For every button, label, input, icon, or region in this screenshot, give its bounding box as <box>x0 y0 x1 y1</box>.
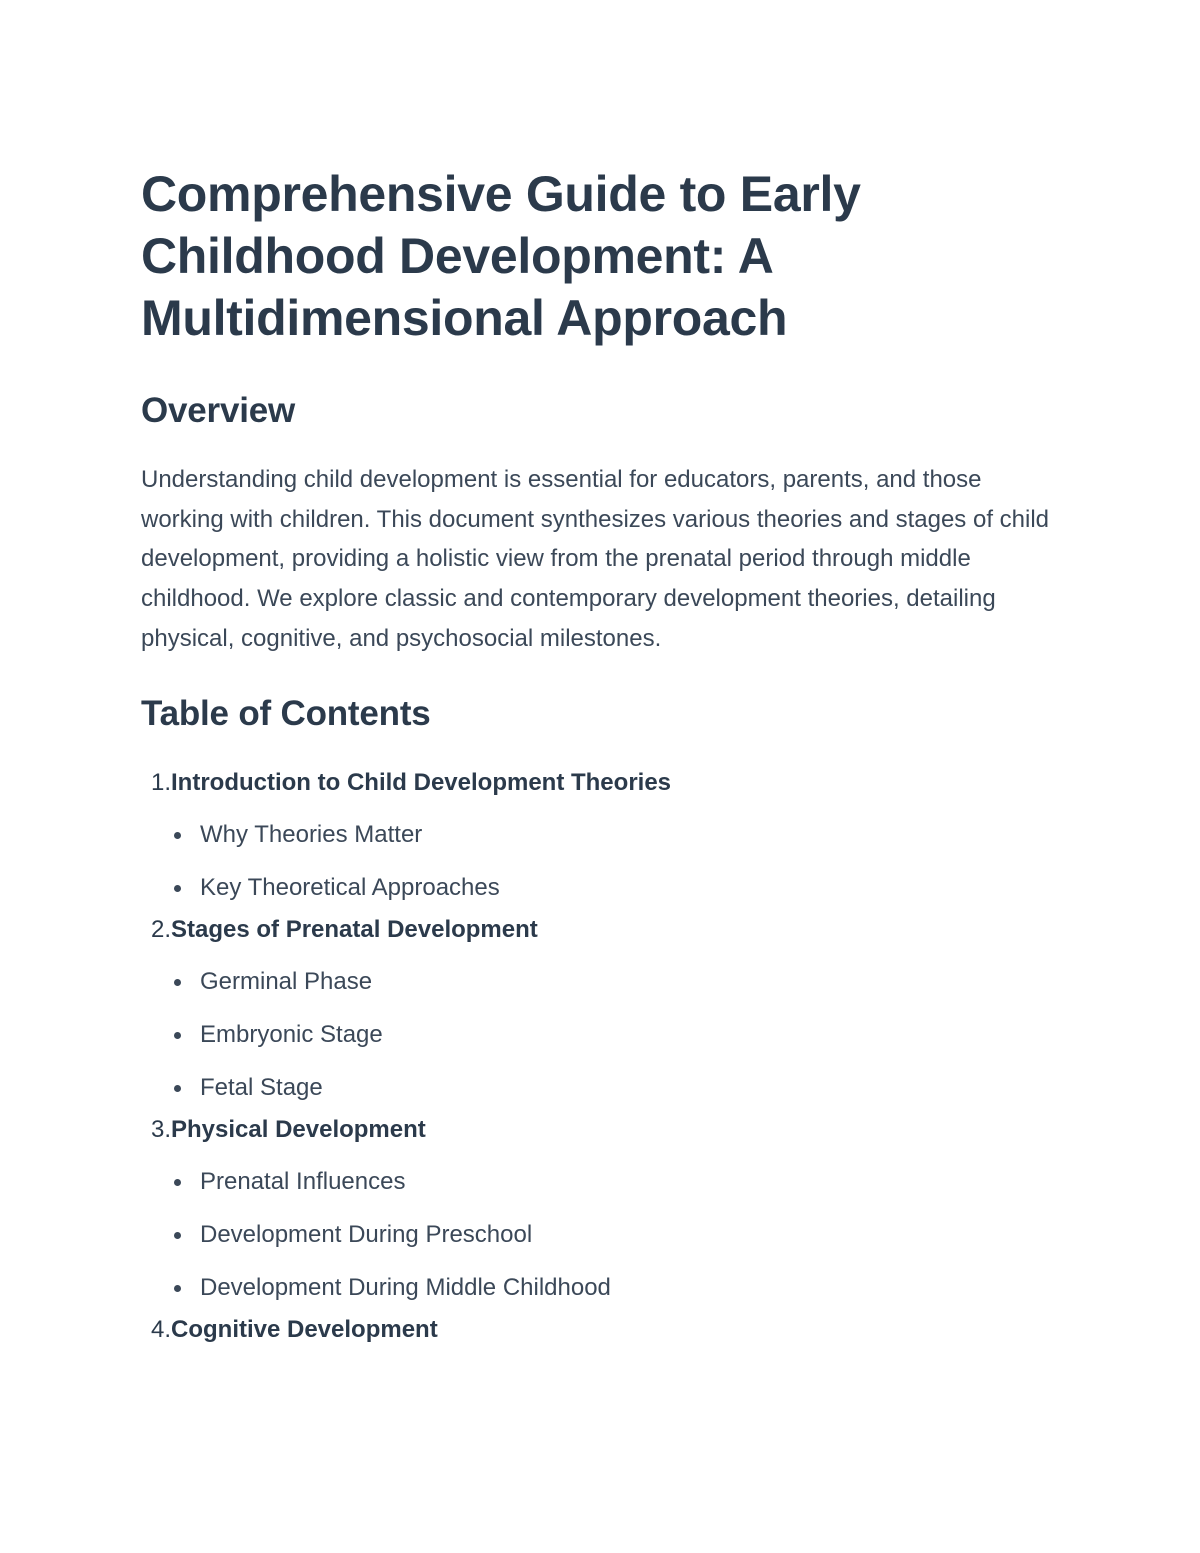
toc-subitem <box>141 1209 1061 1262</box>
toc-subitem-label: Prenatal Influences <box>200 1168 406 1196</box>
toc-item <box>141 768 1061 927</box>
document-title: Comprehensive Guide to Early Childhood Development: A Multidimensional Approach <box>141 166 861 346</box>
toc-subitem-label: Development During Preschool <box>200 1221 533 1249</box>
table-of-contents <box>141 768 1061 1368</box>
toc-sublist <box>141 956 1061 1115</box>
overview-heading: Overview <box>141 391 296 430</box>
toc-subitem-label: Fetal Stage <box>200 1074 323 1102</box>
toc-item-number: 1. <box>150 768 171 796</box>
bullet-icon <box>174 1179 181 1186</box>
toc-item <box>141 1115 1061 1327</box>
document-page <box>141 163 1061 1368</box>
toc-subitem <box>141 1262 1061 1315</box>
toc-item <box>141 915 1061 1127</box>
toc-subitem <box>141 1062 1061 1115</box>
toc-subitem-label: Germinal Phase <box>200 968 373 996</box>
toc-subitem-label: Why Theories Matter <box>200 821 423 849</box>
toc-heading: Table of Contents <box>141 693 431 733</box>
toc-item-title: Cognitive Development <box>171 1315 438 1343</box>
bullet-icon <box>174 1032 181 1039</box>
toc-subitem <box>141 956 1061 1009</box>
toc-subitem <box>141 1009 1061 1062</box>
toc-subitem <box>141 862 1061 915</box>
toc-item-number: 2. <box>150 915 171 943</box>
toc-item-title: Stages of Prenatal Development <box>171 915 538 943</box>
bullet-icon <box>174 1085 181 1092</box>
bullet-icon <box>174 832 181 839</box>
toc-item-number: 4. <box>150 1315 171 1343</box>
bullet-icon <box>174 1232 181 1239</box>
toc-item-number: 3. <box>150 1115 171 1143</box>
toc-subitem-label: Key Theoretical Approaches <box>200 874 500 902</box>
toc-sublist <box>141 809 1061 915</box>
toc-subitem <box>141 809 1061 862</box>
bullet-icon <box>174 885 181 892</box>
toc-item-title: Introduction to Child Development Theories <box>171 768 672 796</box>
overview-paragraph: Understanding child development is essential for educators, parents, and those working with children. This document synthesizes various theories and stages of child development, providing a holistic view from the prenatal period through middle childhood. We explore classic and contemporary development theories, detailing physical, cognitive, and psychosocial milestones. <box>141 466 1050 652</box>
toc-item <box>141 1315 1061 1368</box>
toc-subitem <box>141 1156 1061 1209</box>
bullet-icon <box>174 1285 181 1292</box>
toc-item-title: Physical Development <box>171 1115 426 1143</box>
bullet-icon <box>174 979 181 986</box>
toc-subitem-label: Embryonic Stage <box>200 1021 383 1049</box>
toc-sublist <box>141 1156 1061 1315</box>
toc-subitem-label: Development During Middle Childhood <box>200 1274 611 1302</box>
